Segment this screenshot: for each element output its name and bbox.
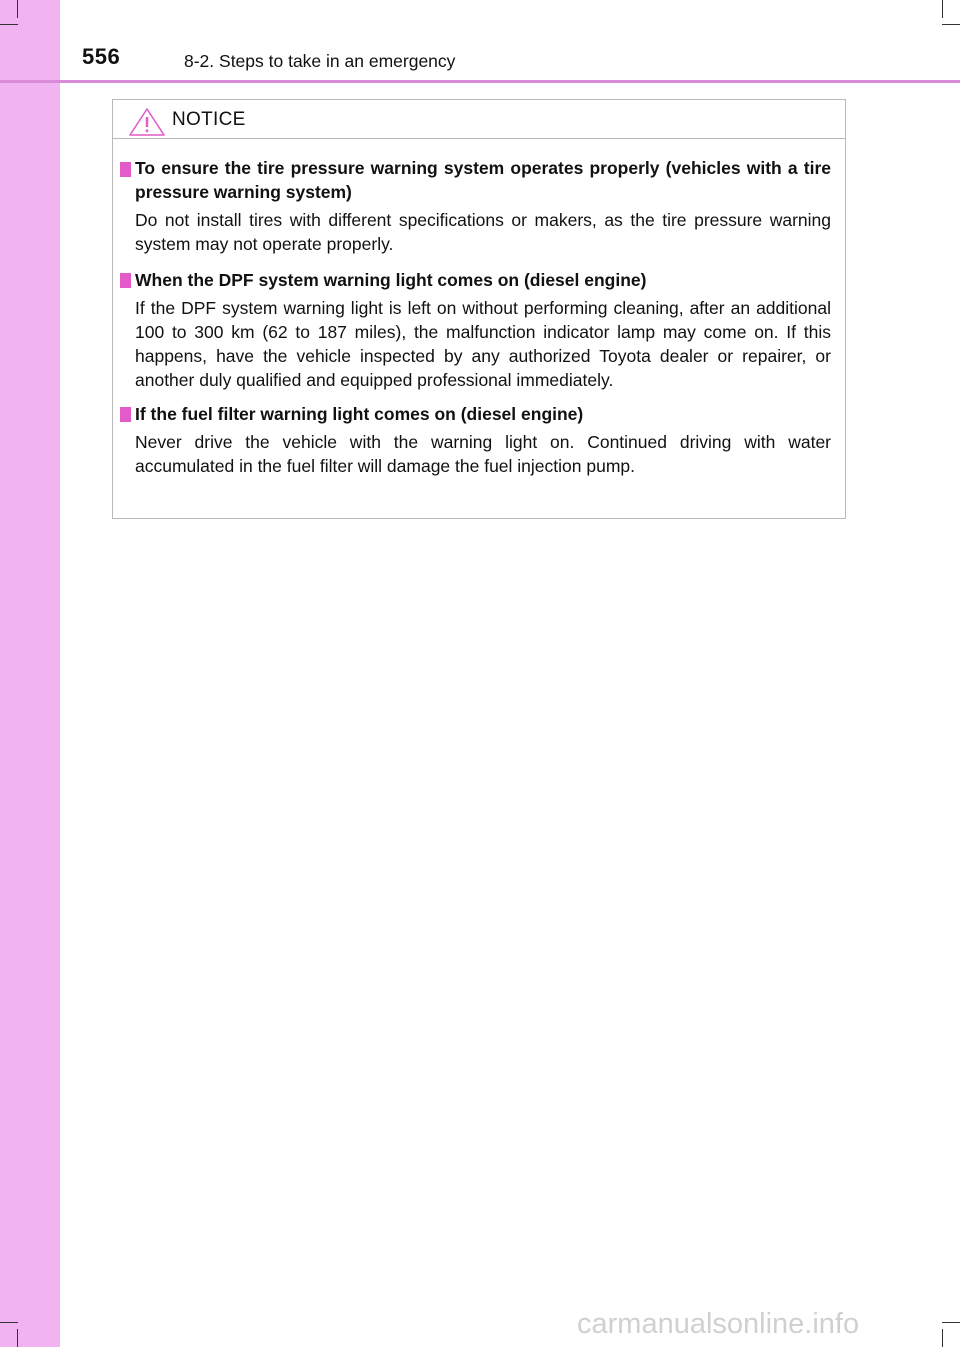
page-number: 556 (82, 44, 121, 69)
section-title: 8-2. Steps to take in an emergency (184, 51, 456, 71)
crop-mark-bottom-left (0, 1322, 18, 1323)
crop-mark-top-left (0, 24, 18, 25)
header-rule (0, 80, 960, 83)
notice-header (113, 100, 845, 139)
notice-item-text: If the DPF system warning light is left on without performing cleaning, after an additional 100 to 300 km (62 to 187 miles), the malfunction indicator lamp may come on. If this happens, have the vehicle inspected by any authorized Toyota dealer or repairer, or another duly qualified and equipped professional immediately. (135, 297, 831, 391)
crop-mark-top-right-v (942, 0, 943, 18)
notice-item-text: Do not install tires with different specifications or makers, as the tire pressure warning system may not operate properly. (135, 210, 831, 255)
warning-triangle-icon (129, 108, 165, 136)
notice-item-title: To ensure the tire pressure warning system operates properly (vehicles with a tire pressure warning system) (135, 158, 831, 202)
watermark: carmanualsonline.info (577, 1308, 860, 1340)
notice-body (113, 138, 845, 478)
notice-item-text: Never drive the vehicle with the warning light on. Continued driving with water accumulated in the fuel filter will damage the fuel injection pump. (135, 431, 831, 477)
crop-mark-top-left-v (17, 0, 18, 18)
crop-mark-top-right (942, 24, 960, 25)
notice-item-title: If the fuel filter warning light comes on (diesel engine) (135, 403, 584, 424)
square-bullet-icon (120, 273, 131, 288)
notice-item (113, 156, 845, 257)
square-bullet-icon (120, 162, 131, 177)
notice-item (113, 402, 845, 479)
notice-box (112, 99, 846, 519)
square-bullet-icon (120, 407, 131, 422)
notice-item-title: When the DPF system warning light comes on (diesel engine) (135, 269, 647, 290)
crop-mark-bottom-left-v (17, 1329, 18, 1347)
crop-mark-bottom-right-v (942, 1329, 943, 1347)
crop-mark-bottom-right (942, 1322, 960, 1323)
notice-item (113, 268, 845, 393)
notice-label: NOTICE (172, 109, 246, 130)
side-strip (0, 0, 60, 1347)
